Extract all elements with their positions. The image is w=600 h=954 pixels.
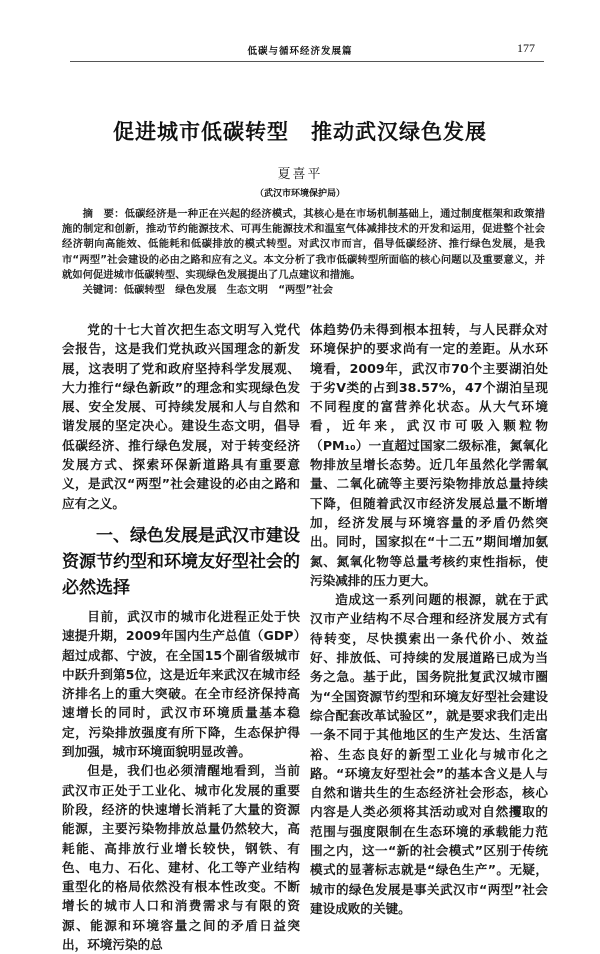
abstract-text: 低碳经济是一种正在兴起的经济模式，其核心是在市场机制基础上，通过制度框架和政策措施的制定和创新，推动节约能源技术、可再生能源技术和温室气体减排技术的开发和运用，促进整个社会经济朝向高能效、低能耗和低碳排放的模式转型。对武汉市而言，倡导低碳经济、推行绿色发展，是我市“两型”社会建设的必由之路和应有之义。本文分析了我市低碳转型所面临的核心问题以及重要意义，并就如何促进城市低碳转型、实现绿色发展提出了几点建议和措施。 (62, 208, 546, 281)
paragraph: 目前，武汉市的城市化进程正处于快速提升期，2009年国内生产总值（GDP）超过成都、宁波，在全国15个副省级城市中跃升到第5位，这是近年来武汉在城市经济排名上的重大突破。在全市经济保持高速增长的同时，武汉市环境质量基本稳定，污染排放强度有所下降，生态保护得到加强，城市环境面貌明显改善。 (62, 608, 300, 760)
running-header: 低碳与循环经济发展篇 (247, 46, 353, 57)
paragraph: 造成这一系列问题的根源，就在于武汉市产业结构不尽合理和经济发展方式有待转变，尽快摸索出一条代价小、效益好、排放低、可持续的发展道路已成为当务之急。基于此，国务院批复武汉城市圈为“全国资源节约型和环境友好型社会建设综合配套改革试验区”，就是要求我们走出一条不同于其他地区的生产发达、生活富裕、生态良好的新型工业化与城市化之路。“环境友好型社会”的基本含义是人与自然和谐共生的生态经济社会形态，核心内容是人类必须将其活动或对自然攫取的范围与强度限制在生态环境的承载能力范围之内，这一“新的社会模式”区别于传统模式的显著标志就是“绿色生产”。无疑，城市的绿色发展是事关武汉市“两型”社会建设成败的关键。 (310, 592, 548, 916)
paragraph-continued: 体趋势仍未得到根本扭转，与人民群众对环境保护的要求尚有一定的差距。从水环境看，2009年，武汉市70个主要湖泊处于劣V类的占到38.57%，47个湖泊呈现不同程度的富营养化状态。从大气环境看，近年来，武汉市可吸入颗粒物（PM₁₀）一直超过国家二级标准，氮氧化物排放呈增长态势。近几年虽然化学需氧量、二氧化硫等主要污染物排放总量持续下降，但随着武汉市经济发展总量不断增加，经济发展与环境容量的矛盾仍然突出。同时，国家拟在“十二五”期间增加氨氮、氮氧化物等总量考核约束性指标，使污染减排的压力更大。 (310, 322, 548, 588)
left-column (62, 320, 300, 954)
keywords-label: 关键词： (82, 284, 124, 297)
page-number: 177 (517, 41, 535, 55)
abstract (62, 207, 545, 283)
author: 夏喜平 (277, 167, 323, 182)
affiliation: （武汉市环境保护局） (254, 189, 345, 199)
keywords (62, 283, 545, 298)
abstract-label: 摘 要： (82, 208, 125, 220)
paragraph: 但是，我们也必须清醒地看到，当前武汉市正处于工业化、城市化发展的重要阶段，经济的快速增长消耗了大量的资源能源，主要污染物排放总量仍然较大，高耗能、高排放行业增长较快，钢铁、有色、电力、石化、建材、化工等产业结构重型化的格局依然没有根本性改变。不断增长的城市人口和消费需求与有限的资源、能源和环境容量之间的矛盾日益突出，环境污染的总 (62, 763, 300, 953)
abstract-block (62, 207, 545, 298)
paragraph: 党的十七大首次把生态文明写入党代会报告，这是我们党执政兴国理念的新发展，这表明了党和政府坚持科学发展观、大力推行“绿色新政”的理念和实现绿色发展、安全发展、可持续发展和人与自然和谐发展的坚定决心。建设生态文明，倡导低碳经济、推行绿色发展，对于转变经济发展方式、探索环保新道路具有重要意义，是武汉“两型”社会建设的必由之路和应有之义。 (62, 322, 300, 511)
section-heading: 一、绿色发展是武汉市建设资源节约型和环境友好型社会的必然选择 (62, 525, 300, 598)
keywords-text: 低碳转型 绿色发展 生态文明 “两型”社会 (123, 284, 333, 297)
header-rule (70, 61, 544, 62)
article-title: 促进城市低碳转型 推动武汉绿色发展 (113, 120, 487, 144)
right-column (310, 320, 548, 918)
